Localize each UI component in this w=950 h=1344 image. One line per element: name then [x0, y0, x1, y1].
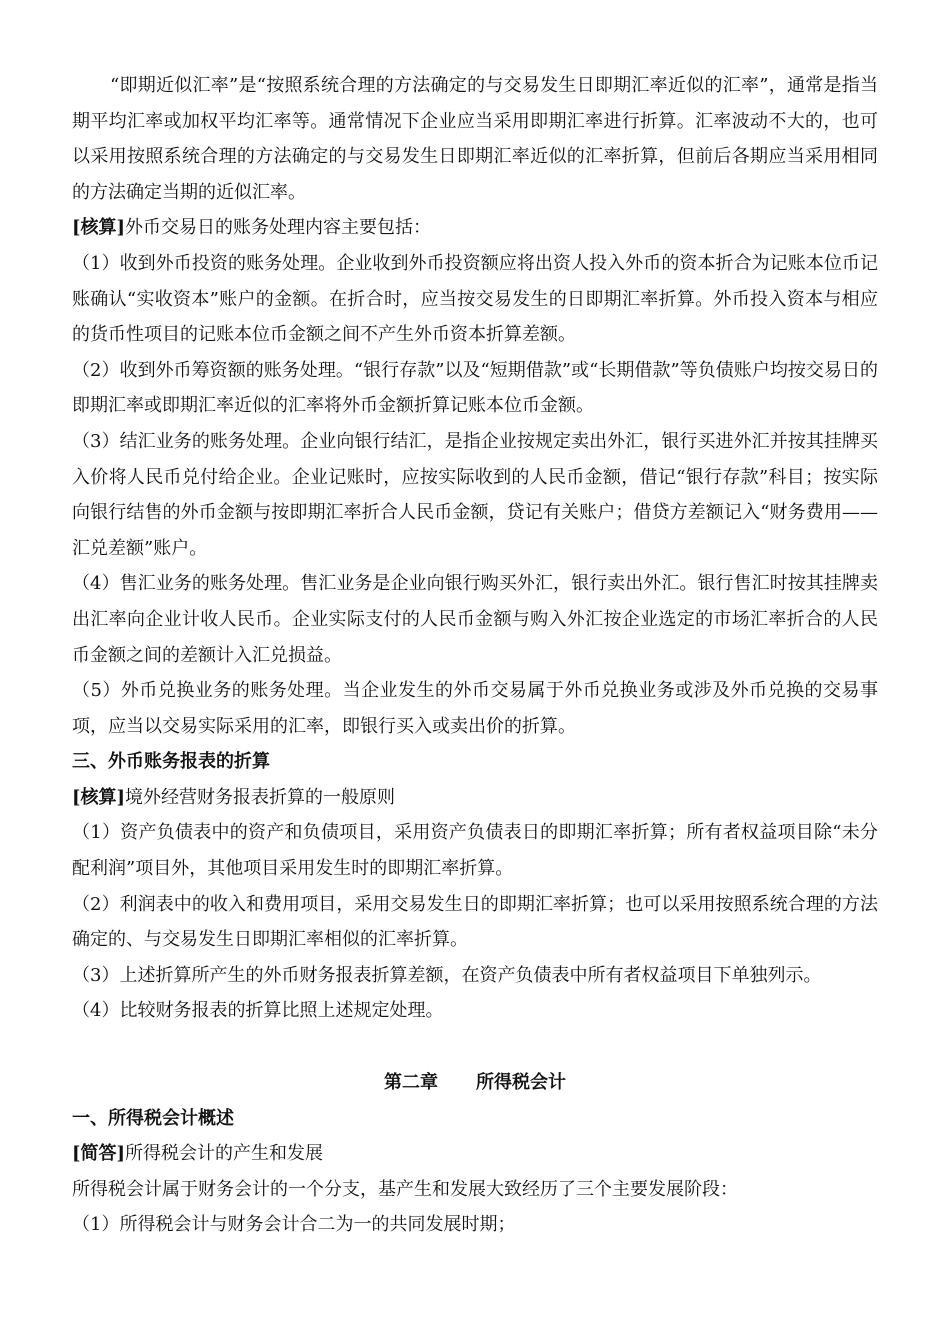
list-item-1-5: （5）外币兑换业务的账务处理。当企业发生的外币交易属于外币兑换业务或涉及外币兑换的交易事项，应当以交易实际采用的汇率，即银行买入或卖出价的折算。 [72, 680, 878, 737]
hesuan-text: 外币交易日的账务处理内容主要包括： [125, 217, 432, 239]
list-item-3-2: （2）利润表中的收入和费用项目，采用交易发生日的即期汇率折算；也可以采用按照系统合理的方法确定的、与交易发生日即期汇率相似的汇率折算。 [72, 893, 878, 951]
list-item-3-4: （4）比较财务报表的折算比照上述规定处理。 [72, 1000, 444, 1022]
paragraph-approx-rate: “即期近似汇率”是“按照系统合理的方法确定的与交易发生日即期汇率近似的汇率”，通常是指当期平均汇率或加权平均汇率等。通常情况下企业应当采用即期汇率进行折算。汇率波动不大的，也可以采用按照系统合理的方法确定的与交易发生日即期汇率近似的汇率折算，但前后各期应当采用相同的方法确定当期的近似汇率。 [72, 75, 878, 203]
list-item-1-4: （4）售汇业务的账务处理。售汇业务是企业向银行购买外汇，银行卖出外汇。银行售汇时按其挂牌卖出汇率向企业计收人民币。企业实际支付的人民币金额与购入外汇按企业选定的市场汇率折合的人民币金额之间的差额计入汇兑损益。 [72, 573, 878, 666]
hesuan-text: 境外经营财务报表折算的一般原则 [125, 786, 396, 808]
list-item-3-1: （1）资产负债表中的资产和负债项目，采用资产负债表日的即期汇率折算；所有者权益项目除“未分配利润”项目外，其他项目采用发生时的即期汇率折算。 [72, 822, 878, 880]
chapter-number: 第二章 [384, 1072, 438, 1094]
list-item-3-3: （3）上述折算所产生的外币财务报表折算差额，在资产负债表中所有者权益项目下单独列示。 [72, 964, 822, 986]
list-item-1-3: （3）结汇业务的账务处理。企业向银行结汇，是指企业按规定卖出外汇，银行买进外汇并按其挂牌买入价将人民币兑付给企业。企业记账时，应按实际收到的人民币金额，借记“银行存款”科目；按实际向银行结售的外币金额与按即期汇率折合人民币金额，贷记有关账户；借贷方差额记入“财务费用——汇兑差额”账户。 [72, 430, 878, 559]
chapter-title [72, 1065, 878, 1101]
hesuan-line-2 [72, 780, 878, 816]
jianda-text: 所得税会计的产生和发展 [125, 1143, 324, 1165]
hesuan-tag: [核算] [72, 786, 126, 808]
hesuan-tag: [核算] [72, 217, 126, 239]
section-heading-1: 一、所得税会计概述 [72, 1107, 234, 1129]
jianda-line [72, 1136, 878, 1172]
chapter2-intro: 所得税会计属于财务会计的一个分支，基产生和发展大致经历了三个主要发展阶段： [72, 1178, 738, 1200]
jianda-tag: [简答] [72, 1143, 126, 1165]
list-item-c2-1: （1）所得税会计与财务会计合二为一的共同发展时期； [72, 1214, 516, 1236]
section-heading-3: 三、外币账务报表的折算 [72, 751, 270, 773]
hesuan-line-1 [72, 210, 878, 246]
list-item-1-2: （2）收到外币筹资额的账务处理。“银行存款”以及“短期借款”或“长期借款”等负债账户均按交易日的即期汇率或即期汇率近似的汇率将外币金额折算记账本位币金额。 [72, 359, 878, 417]
list-item-1-1: （1）收到外币投资的账务处理。企业收到外币投资额应将出资人投入外币的资本折合为记账本位币记账确认“实收资本”账户的金额。在折合时，应当按交易发生的日即期汇率折算。外币投入资本与相应的货币性项目的记账本位币金额之间不产生外币资本折算差额。 [72, 252, 878, 346]
chapter-name: 所得税会计 [476, 1072, 566, 1094]
